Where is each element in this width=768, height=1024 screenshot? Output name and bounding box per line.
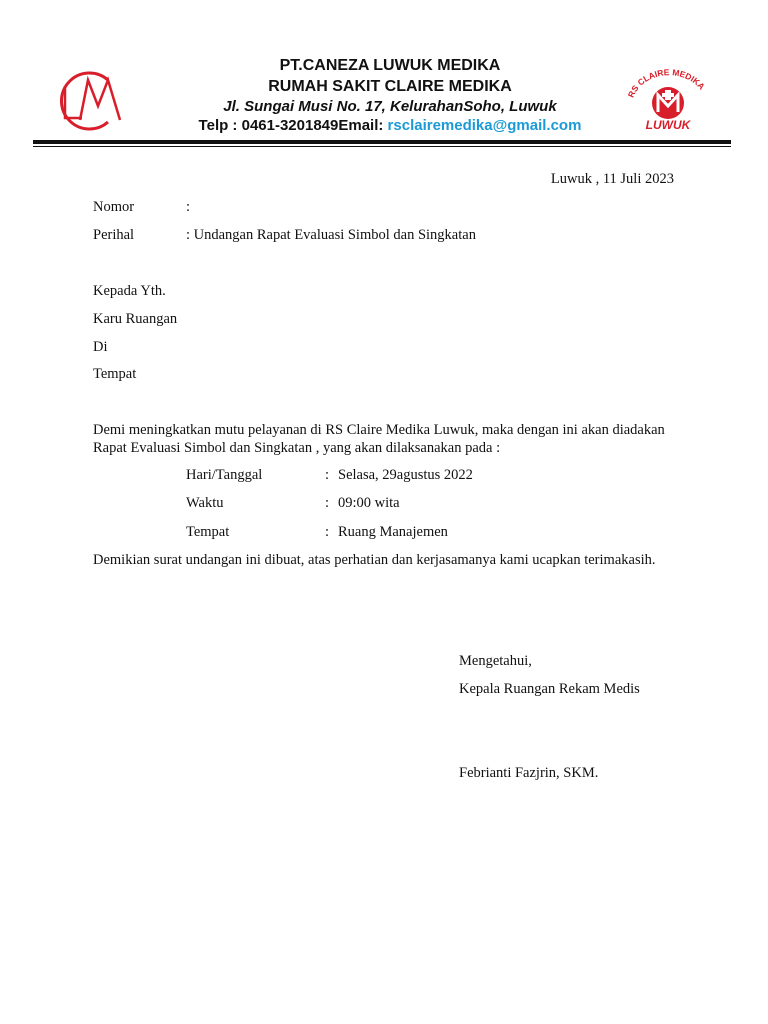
- email-link[interactable]: rsclairemedika@gmail.com: [387, 117, 582, 134]
- recipient-line: Kepada Yth.: [93, 283, 166, 299]
- perihal-value: : Undangan Rapat Evaluasi Simbol dan Singkatan: [186, 227, 476, 243]
- detail-label: Tempat: [186, 524, 230, 540]
- detail-sep: :: [325, 524, 330, 540]
- detail-value: Ruang Manajemen: [338, 524, 448, 540]
- company-name: PT.CANEZA LUWUK MEDIKA: [279, 57, 501, 74]
- perihal-label: Perihal: [93, 227, 135, 243]
- body-paragraph: Demi meningkatkan mutu pelayanan di RS Claire Medika Luwuk, maka dengan ini akan diadakan Rapat Evaluasi Simbol dan Singkatan , yang akan dilaksanakan pada :: [93, 422, 665, 456]
- detail-label: Waktu: [186, 495, 224, 511]
- closing-paragraph: Demikian surat undangan ini dibuat, atas perhatian dan kerjasamanya kami ucapkan terimakasih.: [93, 552, 656, 568]
- hospital-name: RUMAH SAKIT CLAIRE MEDIKA: [268, 78, 512, 95]
- detail-value: Selasa, 29agustus 2022: [338, 467, 473, 483]
- logo-arc-text: RS CLAIRE MEDIKA: [625, 68, 707, 99]
- header-rule-thick: [33, 140, 731, 144]
- nomor-value: :: [186, 199, 191, 215]
- recipient-line: Di: [93, 339, 108, 355]
- sign-known: Mengetahui,: [459, 653, 532, 669]
- detail-sep: :: [325, 467, 330, 483]
- nomor-label: Nomor: [93, 199, 135, 215]
- phone-text: Telp : 0461-3201849Email:: [198, 117, 388, 134]
- recipient-line: Karu Ruangan: [93, 311, 178, 327]
- detail-sep: :: [325, 495, 330, 511]
- sign-name: Febrianti Fazjrin, SKM.: [459, 765, 599, 781]
- sign-title: Kepala Ruangan Rekam Medis: [459, 681, 640, 697]
- place-date: Luwuk , 11 Juli 2023: [550, 171, 674, 187]
- clm-logo: [48, 68, 128, 134]
- logo-luwuk-text: LUWUK: [645, 118, 691, 132]
- contact-line: [150, 117, 630, 134]
- header-rule-thin: [33, 146, 731, 147]
- rs-claire-medika-logo: [622, 68, 714, 134]
- recipient-line: Tempat: [93, 366, 137, 382]
- detail-value: 09:00 wita: [338, 495, 400, 511]
- clm-logo-text: CLM: [48, 68, 51, 69]
- hospital-address: Jl. Sungai Musi No. 17, KelurahanSoho, Luwuk: [223, 98, 557, 115]
- detail-label: Hari/Tanggal: [186, 467, 263, 483]
